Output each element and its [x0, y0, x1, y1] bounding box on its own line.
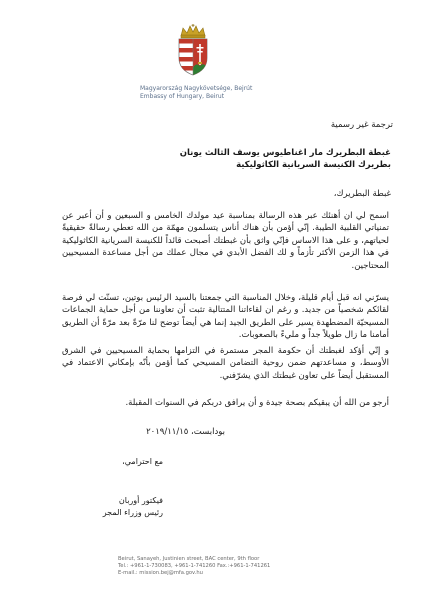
closing-regards: مع احترامي،: [122, 457, 163, 466]
body-paragraph-2: يسرّني انه قبل أيام قليلة، وخلال المناسبة التي جمعتنا بالسيد الرئيس بوتين، تسنّت لي فرصة لقائكم شخصياً من جديد. و رغم ان لقاءاتنا المتتالية تثبت أن تعاوننا من أجل حماية الجماعات المسيحيّة المضطهدة يسير على الطريق الجيد إنما هي أيضاً توضح لنا مرّةً بعد مرّةً أن الطريق أمامنا ما زال طويلاً جداً و مليءً بالصعوبات.: [62, 293, 389, 341]
closing-wish: أرجو من الله أن يبقيكم بصحة جيدة و أن يرافق دربكم في السنوات المقبلة.: [125, 398, 389, 408]
recipient-block: [180, 147, 391, 171]
salutation: غبطة البطريرك،: [333, 189, 391, 199]
hungarian-coat-of-arms-icon: [175, 24, 211, 76]
footer-phone-fax: Tel.: +961-1-730083, +961-1-741260 Fax.:+961-1-741261: [118, 563, 271, 569]
recipient-name: غبطة البطريرك مار اغناطيوس يوسف الثالث يونان: [179, 148, 391, 158]
body-paragraph-3: و إنّي أؤكد لغبطتك أن حكومة المجر مستمرة في التزامها بحماية المسيحيين في الشرق الأوسط، و مساعدتهم ضمن روحية التضامن المسيحي كما أؤمن بأنّه بإمكاني الاعتماد في المستقبل أيضاً على تعاون غبطتك الذي يشرّفني.: [62, 346, 389, 381]
signature-block: [103, 495, 163, 519]
embassy-header: [140, 85, 340, 101]
footer-email: E-mail.: mission.bej@mfa.gov.hu: [118, 570, 203, 576]
letterhead-footer: [118, 556, 378, 577]
embassy-name-english: Embassy of Hungary, Beirut: [140, 93, 225, 100]
signer-title: رئيس وزراء المجر: [102, 508, 163, 517]
embassy-name-hungarian: Magyarország Nagykövetsége, Bejrút: [140, 85, 253, 92]
body-paragraph-1: اسمح لي ان أهنئك عبر هذه الرسالة بمناسبة عيد مولدك الخامس و السبعين و أن أعبر عن تمنياتي القلبية الطيبة. إنّي أؤمن بأن هناك أناس يتسلمون مهمّة من الله تعطي رسالةً حقيقيةً لحياتهم، و على هذا الاساس فإنّي واثق بأن غبطتك أصبحت قائداً للكنيسة السريانية الكاثوليكية في هذا الزمن الأكثر تأزماً و لك الفضل الأبدي في مجال عملك من أجل مساعدة المسيحيين المحتاجين.: [62, 211, 389, 271]
letter-date: بودابست، ٢٠١٩/١١/١٥: [146, 427, 225, 437]
recipient-title: بطريرك الكنيسة السريانية الكاثوليكية: [236, 160, 391, 170]
signer-name: فيكتور أوربان: [118, 496, 163, 505]
footer-address: Beirut, Sanayeh, Justinien street, BAC center, 9th floor: [118, 556, 260, 562]
unofficial-translation-label: ترجمة غير رسمية: [330, 120, 393, 130]
